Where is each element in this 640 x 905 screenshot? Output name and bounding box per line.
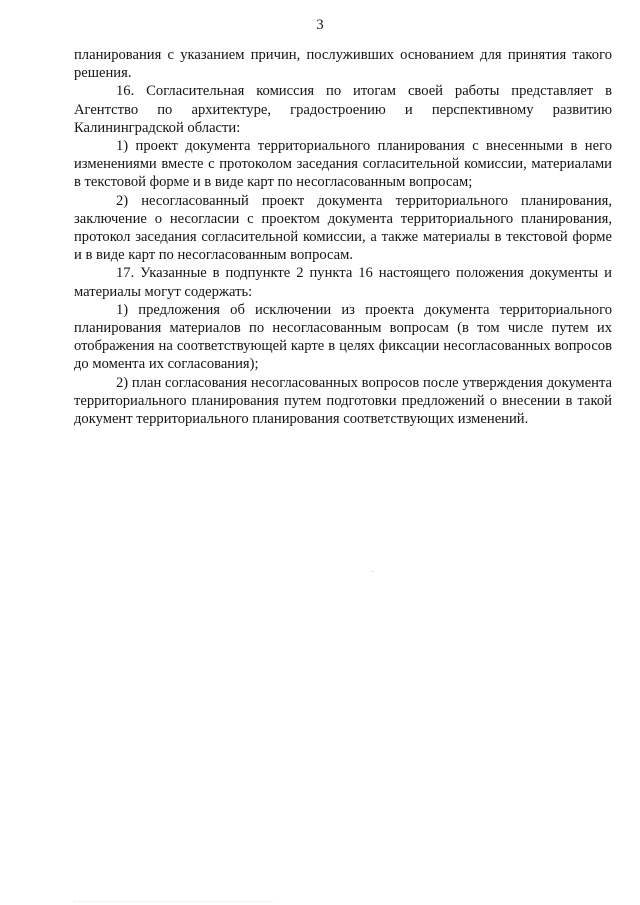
page-number: 3 <box>316 17 324 33</box>
scan-footer-noise <box>74 897 274 902</box>
scan-speck <box>372 571 373 572</box>
paragraph-subitem-16-2: 2) несогласованный проект документа территориального планирования, заключение о несогласии с проектом документа территориального планирования, протокол заседания согласительной комиссии, а также материалы в текстовой форме и в виде карт по несогласованным вопросам. <box>74 192 612 264</box>
paragraph-subitem-16-1: 1) проект документа территориального планирования с внесенными в него изменениями вместе с протоколом заседания согласительной комиссии, материалами в текстовой форме и в виде карт по несогласованным вопросам; <box>74 138 612 191</box>
paragraph-subitem-17-1: 1) предложения об исключении из проекта документа территориального планирования материалов по несогласованным вопросам (в том числе путем их отображения на соответствующей карте в целях фиксации несогласованных вопросов до момента их согласования); <box>74 301 612 373</box>
paragraph-item-17: 17. Указанные в подпункте 2 пункта 16 настоящего положения документы и материалы могут содержать: <box>74 265 612 300</box>
paragraph-continuation: планирования с указанием причин, послуживших основанием для принятия такого решения. <box>74 47 612 82</box>
paragraph-subitem-17-2: 2) план согласования несогласованных вопросов после утверждения документа территориального планирования путем подготовки предложений о внесении в такой документ территориального планирования соответствующих изменений. <box>74 374 612 428</box>
document-text-body <box>74 46 612 428</box>
paragraph-item-16: 16. Согласительная комиссия по итогам своей работы представляет в Агентство по архитектуре, градостроению и перспективному развитию Калининградской области: <box>74 83 612 136</box>
